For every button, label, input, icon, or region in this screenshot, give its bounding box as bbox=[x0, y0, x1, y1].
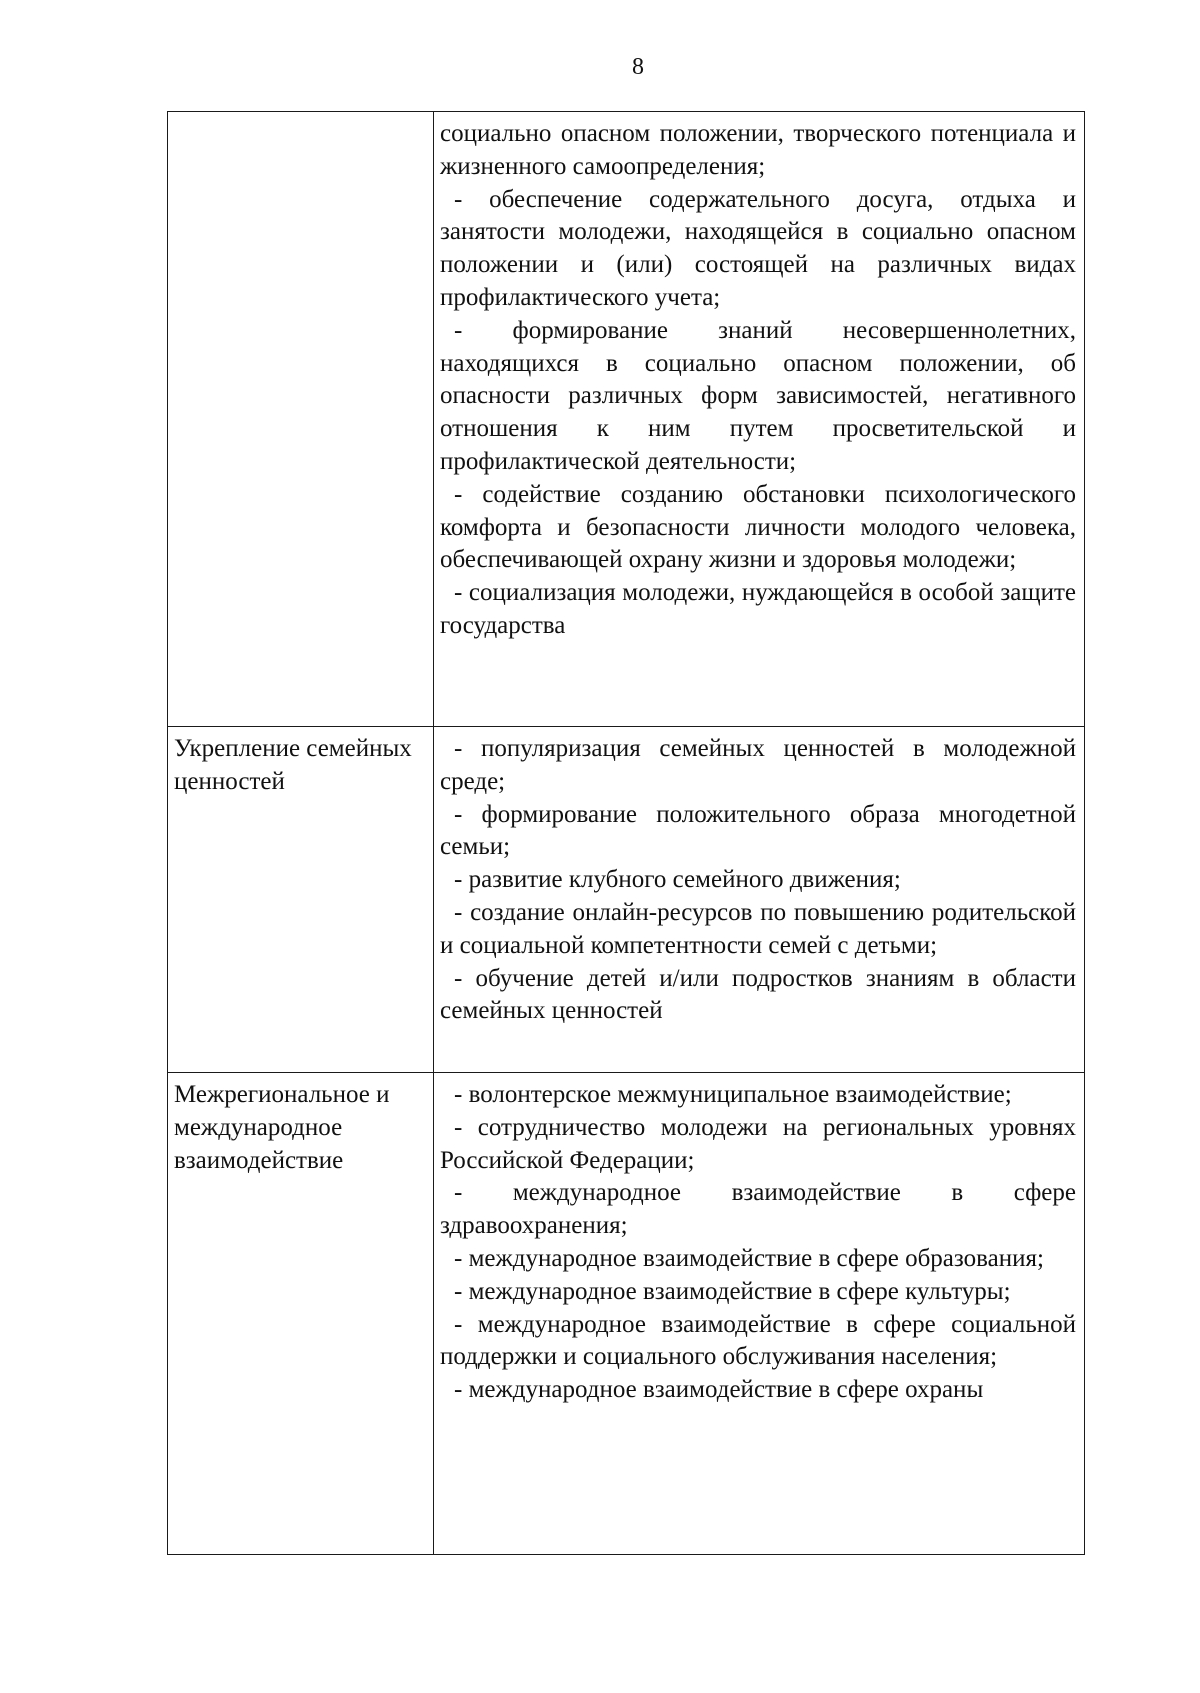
activities-cell bbox=[434, 727, 1085, 1073]
list-item: - развитие клубного семейного движения; bbox=[454, 866, 901, 894]
direction-title: Межрегиональное и международное взаимодействие bbox=[174, 1081, 390, 1174]
list-item: - обучение детей и/или подростков знаниям в области семейных ценностей bbox=[440, 964, 1076, 1025]
direction-title: Укрепление семейных ценностей bbox=[174, 735, 412, 795]
list-item: социально опасном положении, творческого потенциала и жизненного самоопределения; bbox=[440, 120, 1076, 180]
activities-cell bbox=[434, 112, 1085, 727]
list-item: - создание онлайн-ресурсов по повышению родительской и социальной компетентности семей с детьми; bbox=[440, 898, 1076, 959]
list-item: - популяризация семейных ценностей в молодежной среде; bbox=[440, 735, 1076, 795]
program-table bbox=[167, 111, 1085, 1555]
list-item: - формирование положительного образа многодетной семьи; bbox=[440, 800, 1076, 861]
direction-cell bbox=[168, 1073, 434, 1555]
direction-cell bbox=[168, 727, 434, 1073]
list-item: - международное взаимодействие в сфере культуры; bbox=[454, 1277, 1011, 1305]
direction-cell bbox=[168, 112, 434, 727]
table-row bbox=[168, 112, 1085, 727]
list-item: - обеспечение содержательного досуга, отдыха и занятости молодежи, находящейся в социально опасном положении и (или) состоящей на различных видах профилактического учета; bbox=[440, 185, 1076, 311]
table-row bbox=[168, 1073, 1085, 1555]
list-item: - международное взаимодействие в сфере образования; bbox=[454, 1244, 1044, 1272]
table-row bbox=[168, 727, 1085, 1073]
list-item: - волонтерское межмуниципальное взаимодействие; bbox=[454, 1081, 1012, 1108]
list-item: - международное взаимодействие в сфере охраны bbox=[454, 1376, 984, 1404]
list-item: - социализация молодежи, нуждающейся в особой защите государства bbox=[440, 579, 1076, 639]
list-item: - содействие созданию обстановки психологического комфорта и безопасности личности молодого человека, обеспечивающей охрану жизни и здоровья молодежи; bbox=[440, 480, 1076, 574]
list-item: - формирование знаний несовершеннолетних, находящихся в социально опасном положении, об опасности различных форм зависимостей, негативного отношения к ним путем просветительской и профилактической деятельности; bbox=[440, 316, 1076, 475]
page-number: 8 bbox=[632, 54, 644, 80]
activities-cell bbox=[434, 1073, 1085, 1555]
list-item: - международное взаимодействие в сфере здравоохранения; bbox=[440, 1179, 1076, 1240]
list-item: - сотрудничество молодежи на региональных уровнях Российской Федерации; bbox=[440, 1113, 1076, 1174]
list-item: - международное взаимодействие в сфере социальной поддержки и социального обслуживания населения; bbox=[440, 1310, 1076, 1371]
